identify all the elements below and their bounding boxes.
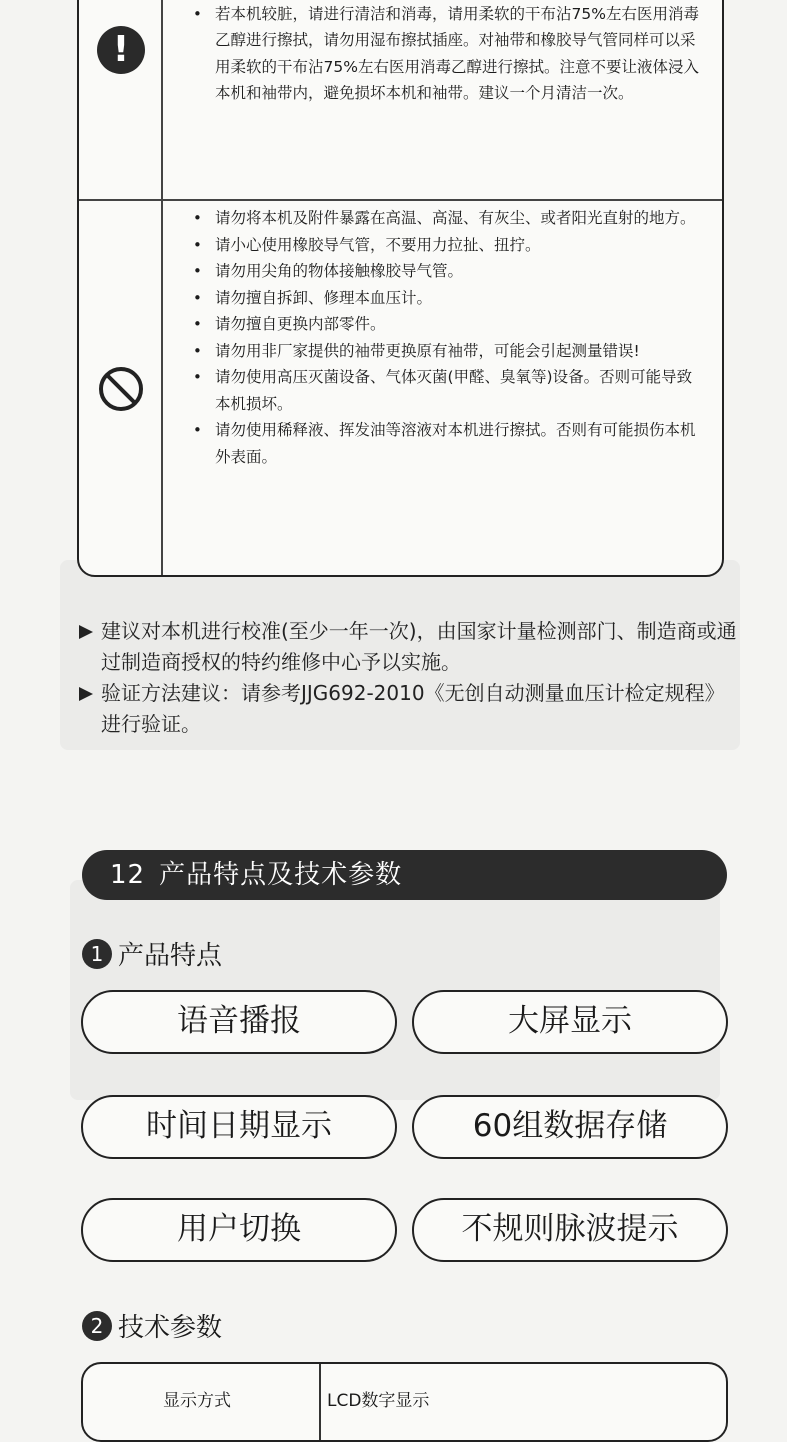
prohibition-list bbox=[187, 205, 702, 470]
spec-key: 显示方式 bbox=[163, 1391, 231, 1411]
features-heading bbox=[82, 935, 222, 972]
section-number: 12 bbox=[110, 860, 146, 890]
prohibition-item: • 请勿用非厂家提供的袖带更换原有袖带，可能会引起测量错误! bbox=[187, 338, 702, 365]
warning-table bbox=[77, 0, 724, 577]
feature-pill: 用户切换 bbox=[81, 1198, 397, 1262]
note-calibration: 建议对本机进行校准(至少一年一次)，由国家计量检测部门、制造商或通过制造商授权的特约维修中心予以实施。 bbox=[79, 616, 739, 678]
feature-pill: 大屏显示 bbox=[412, 990, 728, 1054]
section-banner bbox=[82, 850, 727, 900]
row-divider bbox=[79, 199, 722, 201]
caution-item: • 若本机较脏，请进行清洁和消毒，请用柔软的干布沾75%左右医用消毒乙醇进行擦拭，请勿用湿布擦拭插座。对袖带和橡胶导气管同样可以采用柔软的干布沾75%左右医用消毒乙醇进行擦拭。注意不要让液体浸入本机和袖带内，避免损坏本机和袖带。建议一个月清洁一次。 bbox=[187, 1, 702, 107]
exclamation-icon: ! bbox=[97, 26, 145, 74]
spec-value: LCD数字显示 bbox=[327, 1391, 430, 1411]
caution-list bbox=[187, 0, 702, 107]
specs-heading-label: 技术参数 bbox=[118, 1313, 223, 1343]
specs-column-divider bbox=[319, 1364, 321, 1440]
prohibition-item: • 请勿擅自更换内部零件。 bbox=[187, 311, 702, 338]
prohibition-item: • 请勿使用高压灭菌设备、气体灭菌(甲醛、臭氧等)设备。否则可能导致本机损坏。 bbox=[187, 364, 702, 417]
note-verification: 验证方法建议：请参考JJG692-2010《无创自动测量血压计检定规程》进行验证。 bbox=[79, 678, 739, 740]
features-badge: 1 bbox=[82, 939, 112, 969]
prohibition-item: • 请勿用尖角的物体接触橡胶导气管。 bbox=[187, 258, 702, 285]
prohibition-item: • 请勿将本机及附件暴露在高温、高湿、有灰尘、或者阳光直射的地方。 bbox=[187, 205, 702, 232]
feature-pill: 60组数据存储 bbox=[412, 1095, 728, 1159]
feature-pill: 不规则脉波提示 bbox=[412, 1198, 728, 1262]
features-heading-label: 产品特点 bbox=[118, 941, 223, 971]
feature-pill: 语音播报 bbox=[81, 990, 397, 1054]
specs-table bbox=[81, 1362, 728, 1442]
notes bbox=[79, 616, 739, 740]
column-divider bbox=[161, 0, 163, 575]
prohibition-item: • 请勿使用稀释液、挥发油等溶液对本机进行擦拭。否则有可能损伤本机外表面。 bbox=[187, 417, 702, 470]
prohibition-icon bbox=[97, 365, 145, 413]
specs-badge: 2 bbox=[82, 1311, 112, 1341]
prohibition-item: • 请勿擅自拆卸、修理本血压计。 bbox=[187, 285, 702, 312]
specs-heading bbox=[82, 1307, 222, 1344]
feature-pill: 时间日期显示 bbox=[81, 1095, 397, 1159]
prohibition-item: • 请小心使用橡胶导气管，不要用力拉扯、扭拧。 bbox=[187, 232, 702, 259]
section-title: 产品特点及技术参数 bbox=[159, 860, 403, 890]
